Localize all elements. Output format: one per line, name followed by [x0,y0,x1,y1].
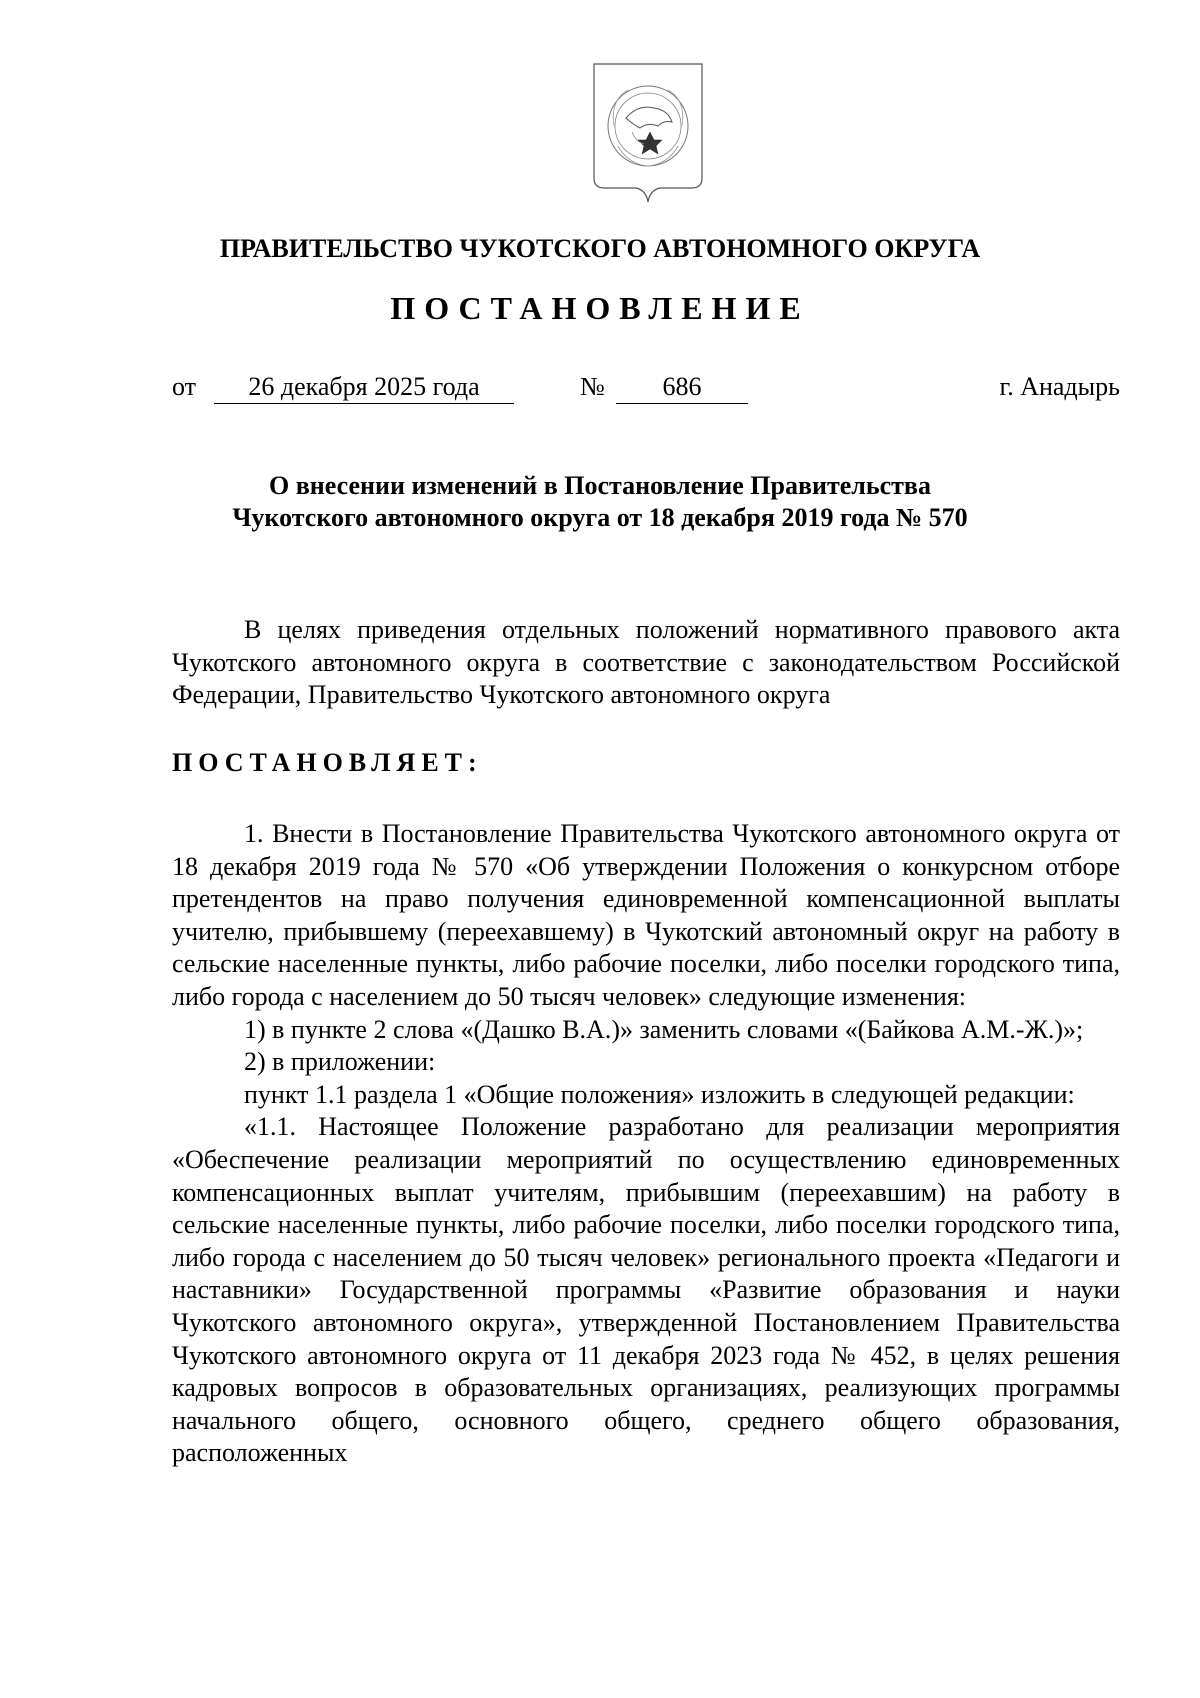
date-prefix-label: от [172,372,197,401]
decree-word: ПОСТАНОВЛЯЕТ: [172,748,483,777]
paragraph-amendment-text: «1.1. Настоящее Положение разработано для реализации мероприятия «Обеспечение реализации мероприятий по осуществлению единовременных компенсационных выплат учителям, прибывшим (переехавшим) на работу в сельские населенные пункты, либо рабочие поселки, либо поселки городского типа, либо города с населением до 50 тысяч человек» регионального проекта «Педагоги и наставники» Государственной программы «Развитие образования и науки Чукотского автономного округа», утвержденной Постановлением Правительства Чукотского автономного округа от 11 декабря 2023 года № 452, в целях решения кадровых вопросов в образовательных организациях, реализующих программы начального общего, основного общего, среднего общего образования, расположенных [172,1112,1120,1468]
document-type-title: ПОСТАНОВЛЕНИЕ [390,290,810,326]
organization-name: ПРАВИТЕЛЬСТВО ЧУКОТСКОГО АВТОНОМНОГО ОКРУГА [219,234,981,263]
paragraph-amendment-intro: пункт 1.1 раздела 1 «Общие положения» изложить в следующей редакции: [244,1079,1075,1109]
preamble-paragraph: В целях приведения отдельных положений нормативного правового акта Чукотского автономного округа в соответствие с законодательством Российской Федерации, Правительство Чукотского автономного округа [172,615,1120,710]
paragraph-1-item-2: 2) в приложении: [244,1047,436,1077]
subject-line-1: О внесении изменений в Постановление Правительства [269,471,931,500]
number-sign-label: № [580,372,605,401]
preamble-block [172,614,1120,712]
subject-line-2: Чукотского автономного округа от 18 декабря 2019 года № 570 [232,503,968,532]
document-meta-row [172,372,1120,412]
coat-of-arms-emblem [588,60,708,210]
document-number: 686 [616,372,748,404]
paragraph-1: 1. Внести в Постановление Правительства Чукотского автономного округа от 18 декабря 2019 года № 570 «Об утверждении Положения о конкурсном отборе претендентов на право получения единовременной компенсационной выплаты учителю, прибывшему (переехавшему) в Чукотский автономный округ на работу в сельские населенные пункты, либо рабочие поселки, либо поселки городского типа, либо города с населением до 50 тысяч человек» следующие изменения: [172,819,1120,1011]
document-city: г. Анадырь [999,372,1120,401]
body-paragraphs [172,818,1120,1470]
document-subject [0,470,1200,534]
paragraph-1-item-1: 1) в пункте 2 слова «(Дашко В.А.)» заменить словами «(Байкова А.М.-Ж.)»; [244,1014,1084,1044]
document-date: 26 декабря 2025 года [214,372,514,404]
